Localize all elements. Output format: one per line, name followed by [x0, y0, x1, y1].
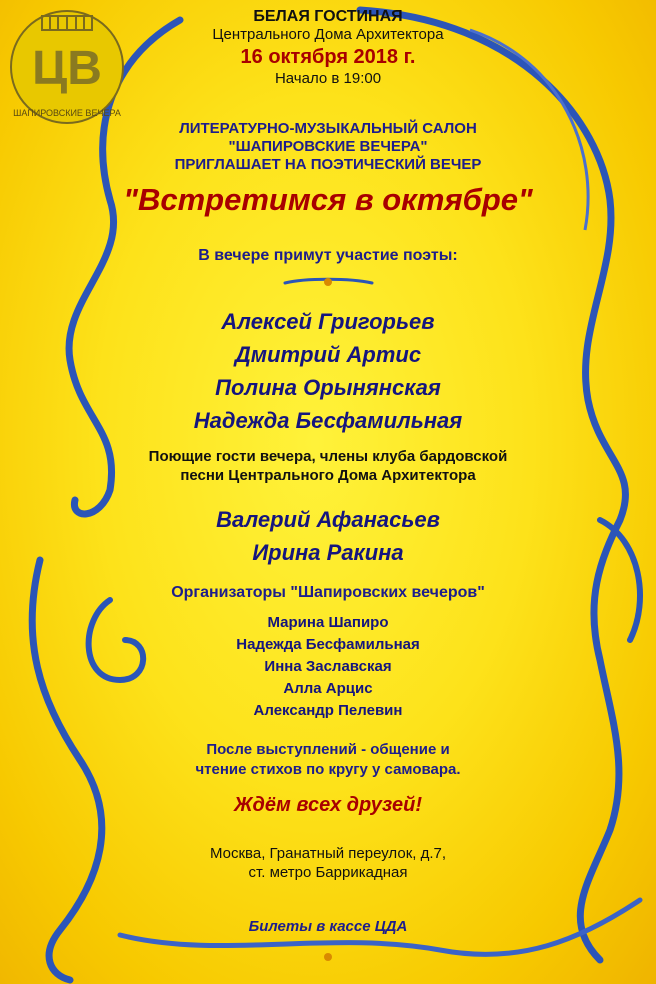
- bottom-dot: [324, 953, 332, 961]
- poets-intro: В вечере примут участие поэты:: [198, 247, 458, 264]
- organizer-name: Алла Арцис: [283, 680, 373, 697]
- after-note-line-2: чтение стихов по кругу у самовара.: [195, 761, 461, 778]
- svg-text:ЦВ: ЦВ: [32, 42, 102, 95]
- singer-name: Ирина Ракина: [252, 540, 404, 565]
- event-title: "Встретимся в октябре": [123, 182, 533, 217]
- poet-name: Полина Орынянская: [215, 375, 441, 400]
- organizers-heading: Организаторы "Шапировских вечеров": [171, 584, 485, 601]
- organizer-name: Инна Заславская: [264, 658, 392, 675]
- divider-dot: [324, 278, 332, 286]
- organizer-name: Александр Пелевин: [253, 702, 403, 719]
- salon-line-1: ЛИТЕРАТУРНО-МУЗЫКАЛЬНЫЙ САЛОН: [179, 120, 477, 137]
- address-line-1: Москва, Гранатный переулок, д.7,: [209, 845, 447, 862]
- after-note-line-1: После выступлений - общение и: [206, 741, 450, 758]
- venue-hall: БЕЛАЯ ГОСТИНАЯ: [253, 8, 403, 25]
- poet-name: Алексей Григорьев: [221, 309, 435, 334]
- poet-name: Дмитрий Артис: [234, 342, 422, 367]
- singer-name: Валерий Афанасьев: [216, 507, 440, 532]
- address-line-2: ст. метро Баррикадная: [248, 864, 408, 881]
- salon-line-2: "ШАПИРОВСКИЕ ВЕЧЕРА": [228, 138, 428, 155]
- event-date: 16 октября 2018 г.: [240, 46, 416, 68]
- venue-house: Центрального Дома Архитектора: [212, 26, 444, 43]
- tickets-note: Билеты в кассе ЦДА: [248, 918, 408, 935]
- organizer-name: Марина Шапиро: [267, 614, 389, 631]
- welcome-line: Ждём всех друзей!: [234, 794, 422, 816]
- event-time: Начало в 19:00: [274, 70, 382, 87]
- organizer-name: Надежда Бесфамильная: [236, 636, 420, 653]
- poet-name: Надежда Бесфамильная: [193, 408, 463, 433]
- salon-line-3: ПРИГЛАШАЕТ НА ПОЭТИЧЕСКИЙ ВЕЧЕР: [174, 156, 482, 173]
- singers-intro-line-2: песни Центрального Дома Архитектора: [180, 467, 476, 484]
- svg-text:ШАПИРОВСКИЕ ВЕЧЕРА: ШАПИРОВСКИЕ ВЕЧЕРА: [13, 108, 121, 118]
- singers-intro-line-1: Поющие гости вечера, члены клуба бардовской: [148, 448, 508, 465]
